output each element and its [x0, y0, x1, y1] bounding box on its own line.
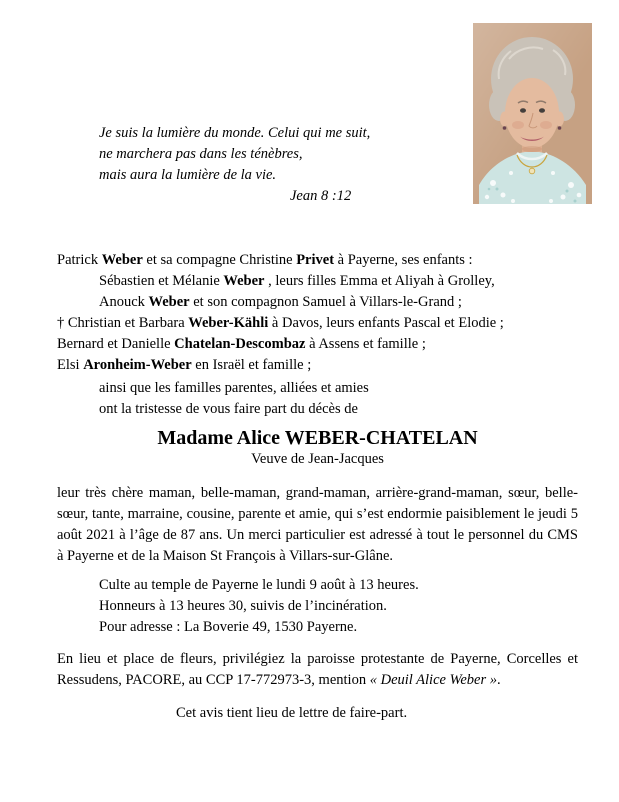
ceremony-details	[99, 575, 578, 638]
ceremony-line: Culte au temple de Payerne le lundi 9 août à 13 heures.	[99, 577, 419, 593]
deceased-subtitle: Veuve de Jean-Jacques	[251, 451, 384, 467]
family-line: Anouck Weber et son compagnon Samuel à Villars-le-Grand ;	[99, 294, 462, 310]
portrait-illustration	[473, 23, 592, 204]
earring-right	[558, 126, 562, 130]
family-line: Patrick Weber et sa compagne Christine Privet à Payerne, ses enfants :	[57, 252, 473, 268]
necklace-pendant	[529, 168, 535, 174]
family-line: Bernard et Danielle Chatelan-Descombaz à Assens et famille ;	[57, 336, 426, 352]
family-line: Elsi Aronheim-Weber en Israël et famille ;	[57, 357, 312, 373]
family-list	[57, 250, 578, 376]
intro-line: ont la tristesse de vous faire part du décès de	[99, 401, 358, 417]
quote-attribution: Jean 8 :12	[290, 188, 352, 204]
quote-line: Je suis la lumière du monde. Celui qui me suit,	[99, 125, 371, 141]
quote-line: mais aura la lumière de la vie.	[99, 167, 277, 183]
quote-line: ne marchera pas dans les ténèbres,	[99, 146, 303, 162]
portrait-photo	[473, 23, 592, 204]
closing-line: Cet avis tient lieu de lettre de faire-part.	[176, 705, 408, 721]
earring-left	[503, 126, 507, 130]
eye-left	[520, 108, 526, 113]
ceremony-line: Honneurs à 13 heures 30, suivis de l’incinération.	[99, 598, 387, 614]
deceased-name: Madame Alice WEBER-CHATELAN	[157, 427, 478, 449]
face	[505, 78, 559, 148]
ceremony-line: Pour adresse : La Boverie 49, 1530 Payerne.	[99, 619, 358, 635]
family-line: Sébastien et Mélanie Weber , leurs filles Emma et Aliyah à Grolley,	[99, 273, 495, 289]
tribute-paragraph: leur très chère maman, belle-maman, grand-maman, arrière-grand-maman, sœur, belle-sœur, tante, marraine, cousine, parente et amie, qui s’est endormie paisiblement le jeudi 5 août 2021 à l’âge de 87 ans. Un merci particulier est adressé à tout le personnel du CMS à Payerne et de la Maison St François à Villars-sur-Glâne.	[57, 485, 578, 564]
donation-paragraph: En lieu et place de fleurs, privilégiez la paroisse protestante de Payerne, Corcelles et Ressudens, PACORE, au CCP 17-772973-3, mention « Deuil Alice Weber ».	[57, 651, 578, 688]
family-line: † Christian et Barbara Weber-Kähli à Davos, leurs enfants Pascal et Elodie ;	[57, 315, 504, 331]
intro-line: ainsi que les familles parentes, alliées et amies	[99, 380, 369, 396]
eye-right	[539, 108, 545, 113]
announcement-intro	[99, 378, 578, 420]
